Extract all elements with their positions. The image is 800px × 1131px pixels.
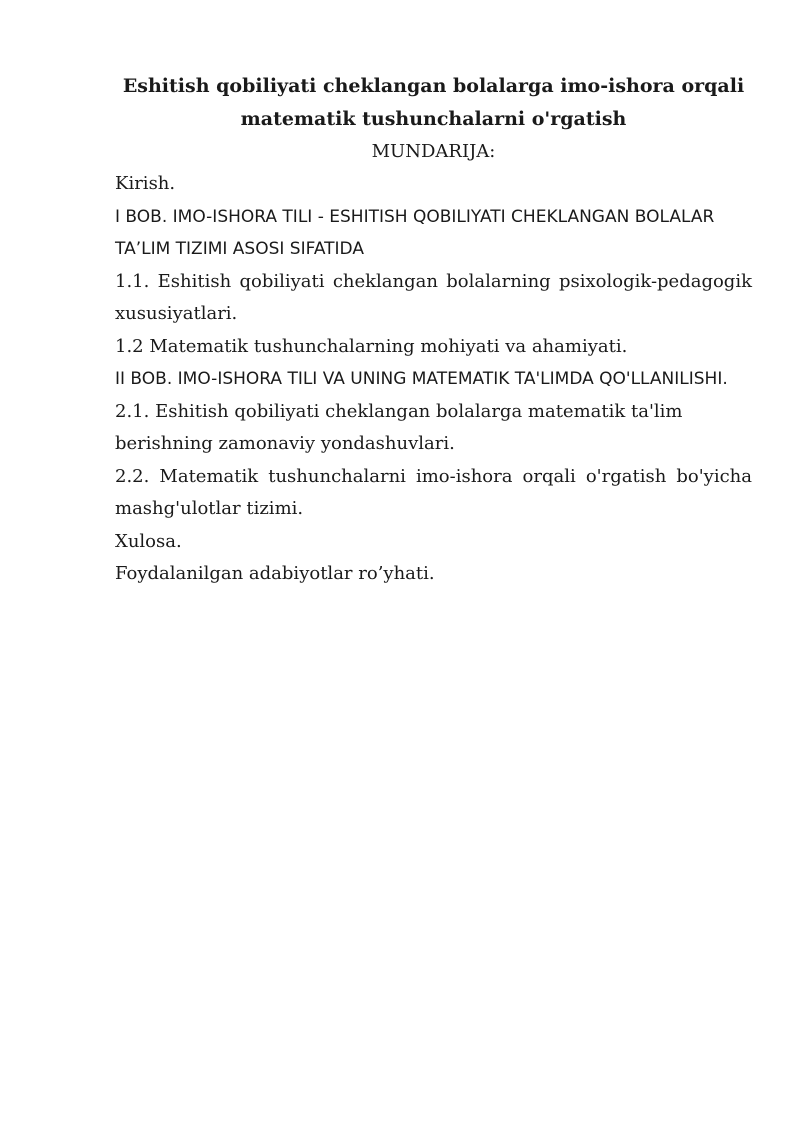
toc-item-introduction: Kirish. xyxy=(115,173,176,194)
toc-item-chapter-2: II BOB. IMO-ISHORA TILI VA UNING MATEMATIK TA'LIMDA QO'LLANILISHI. xyxy=(115,369,728,389)
toc-item-section-2-2: 2.2. Matematik tushunchalarni imo-ishora orqali o'rgatish bo'yicha mashg'ulotlar tizimi. xyxy=(115,465,752,519)
document-page xyxy=(115,70,752,591)
document-title: Eshitish qobiliyati cheklangan bolalarga imo-ishora orqali matematik tushunchalarni o'rgatish xyxy=(122,75,745,130)
toc-item-section-2-1: 2.1. Eshitish qobiliyati cheklangan bolalarga matematik ta'lim berishning zamonaviy yondashuvlari. xyxy=(115,400,683,454)
toc-item-chapter-1: I BOB. IMO-ISHORA TILI - ESHITISH QOBILIYATI CHEKLANGAN BOLALAR TA’LIM TIZIMI ASOSI SIFATIDA xyxy=(115,206,715,259)
toc-item-conclusion: Xulosa. xyxy=(115,530,182,552)
toc-item-section-1-2: 1.2 Matematik tushunchalarning mohiyati va ahamiyati. xyxy=(115,335,628,357)
toc-item-section-1-1: 1.1. Eshitish qobiliyati cheklangan bolalarning psixologik-pedagogik xususiyatlari. xyxy=(115,270,752,324)
toc-item-references: Foydalanilgan adabiyotlar ro’yhati. xyxy=(115,563,435,584)
contents-heading: MUNDARIJA: xyxy=(371,141,496,162)
